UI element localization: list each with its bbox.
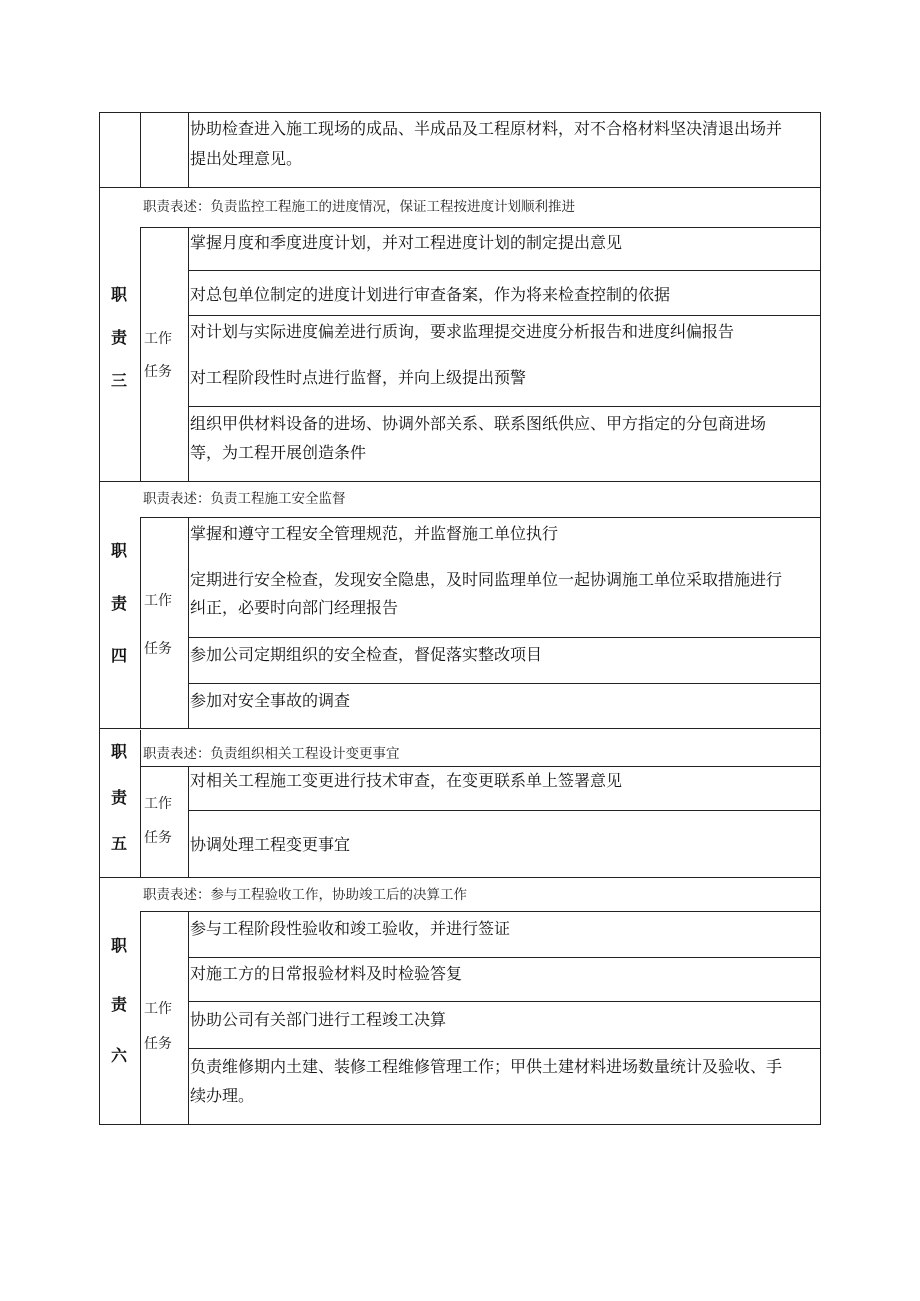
work-label: 任务 [144, 641, 172, 657]
duty-label-char: 职 [111, 541, 128, 560]
row-border [99, 481, 821, 482]
row-border [188, 406, 821, 407]
task-text: 组织甲供材料设备的进场、协调外部关系、联系图纸供应、甲方指定的分包商进场 [190, 414, 767, 433]
row-border [188, 637, 821, 638]
col-divider-1 [140, 518, 141, 728]
task-text: 协助公司有关部门进行工程竣工决算 [190, 1010, 447, 1029]
row-border [99, 1124, 821, 1125]
duty-label-char: 责 [111, 788, 128, 807]
duty-label-char: 责 [111, 328, 128, 347]
row-border [99, 877, 821, 878]
row-border [188, 810, 821, 811]
row-border [140, 911, 821, 912]
row-border [140, 227, 821, 228]
duty-description: 职责表述：负责工程施工安全监督 [143, 491, 346, 507]
col-divider-2 [188, 228, 189, 482]
row-border [140, 517, 821, 518]
task-text: 协调处理工程变更事宜 [190, 835, 351, 854]
row-border [99, 187, 821, 188]
duty-label-char: 六 [111, 1046, 128, 1065]
duty-description: 职责表述：负责组织相关工程设计变更事宜 [143, 746, 400, 762]
work-label: 任务 [144, 830, 172, 846]
col-divider-2 [188, 767, 189, 878]
col-divider-2 [188, 112, 189, 188]
task-text: 对施工方的日常报验材料及时检验答复 [190, 964, 463, 983]
row-border [188, 683, 821, 684]
col-divider-2 [188, 518, 189, 728]
task-text: 纠正，必要时向部门经理报告 [190, 598, 399, 617]
task-text: 参加对安全事故的调查 [190, 691, 351, 710]
work-label: 工作 [144, 796, 172, 812]
row-border [99, 728, 821, 729]
task-text: 掌握和遵守工程安全管理规范，并监督施工单位执行 [190, 524, 559, 543]
task-text: 对总包单位制定的进度计划进行审查备案，作为将来检查控制的依据 [190, 285, 671, 304]
row-border [188, 315, 821, 316]
table-border-left [99, 112, 100, 1125]
row-border [188, 270, 821, 271]
task-text: 等，为工程开展创造条件 [190, 443, 367, 462]
row-border [188, 1001, 821, 1002]
work-label: 工作 [144, 593, 172, 609]
work-label: 任务 [144, 364, 172, 380]
work-label: 工作 [144, 1001, 172, 1017]
task-text: 对计划与实际进度偏差进行质询，要求监理提交进度分析报告和进度纠偏报告 [190, 322, 735, 341]
row-border [99, 112, 821, 113]
task-text: 对相关工程施工变更进行技术审查，在变更联系单上签署意见 [190, 771, 623, 790]
duty-label-char: 职 [111, 285, 128, 304]
duty-label-char: 职 [111, 742, 128, 761]
table-border-right [820, 112, 821, 1125]
task-text: 对工程阶段性时点进行监督，并向上级提出预警 [190, 368, 527, 387]
task-text: 定期进行安全检查，发现安全隐患，及时同监理单位一起协调施工单位采取措施进行 [190, 570, 783, 589]
task-text: 参与工程阶段性验收和竣工验收，并进行签证 [190, 919, 511, 938]
duty-label-char: 责 [111, 594, 128, 613]
row-border [188, 1048, 821, 1049]
col-divider-2 [188, 912, 189, 1125]
col-divider-1 [140, 228, 141, 482]
work-label: 任务 [144, 1036, 172, 1052]
task-text: 参加公司定期组织的安全检查，督促落实整改项目 [190, 645, 543, 664]
duty-label-char: 职 [111, 936, 128, 955]
row-border [188, 957, 821, 958]
task-text: 协助检查进入施工现场的成品、半成品及工程原材料，对不合格材料坚决清退出场并 [190, 119, 783, 138]
duty-label-char: 四 [111, 646, 128, 665]
duty-label-char: 五 [111, 834, 128, 853]
duty-description: 职责表述：负责监控工程施工的进度情况，保证工程按进度计划顺利推进 [143, 199, 575, 215]
col-divider-1 [140, 112, 141, 188]
duty-description: 职责表述：参与工程验收工作，协助竣工后的决算工作 [143, 887, 467, 903]
task-text: 掌握月度和季度进度计划，并对工程进度计划的制定提出意见 [190, 233, 623, 252]
duty-label-char: 责 [111, 995, 128, 1014]
task-text: 提出处理意见。 [190, 149, 303, 168]
task-text: 续办理。 [190, 1086, 255, 1105]
work-label: 工作 [144, 331, 172, 347]
col-divider-1 [140, 912, 141, 1125]
duty-label-char: 三 [111, 371, 128, 390]
col-divider-1 [140, 730, 141, 878]
task-text: 负责维修期内土建、装修工程维修管理工作；甲供土建材料进场数量统计及验收、手 [190, 1057, 783, 1076]
